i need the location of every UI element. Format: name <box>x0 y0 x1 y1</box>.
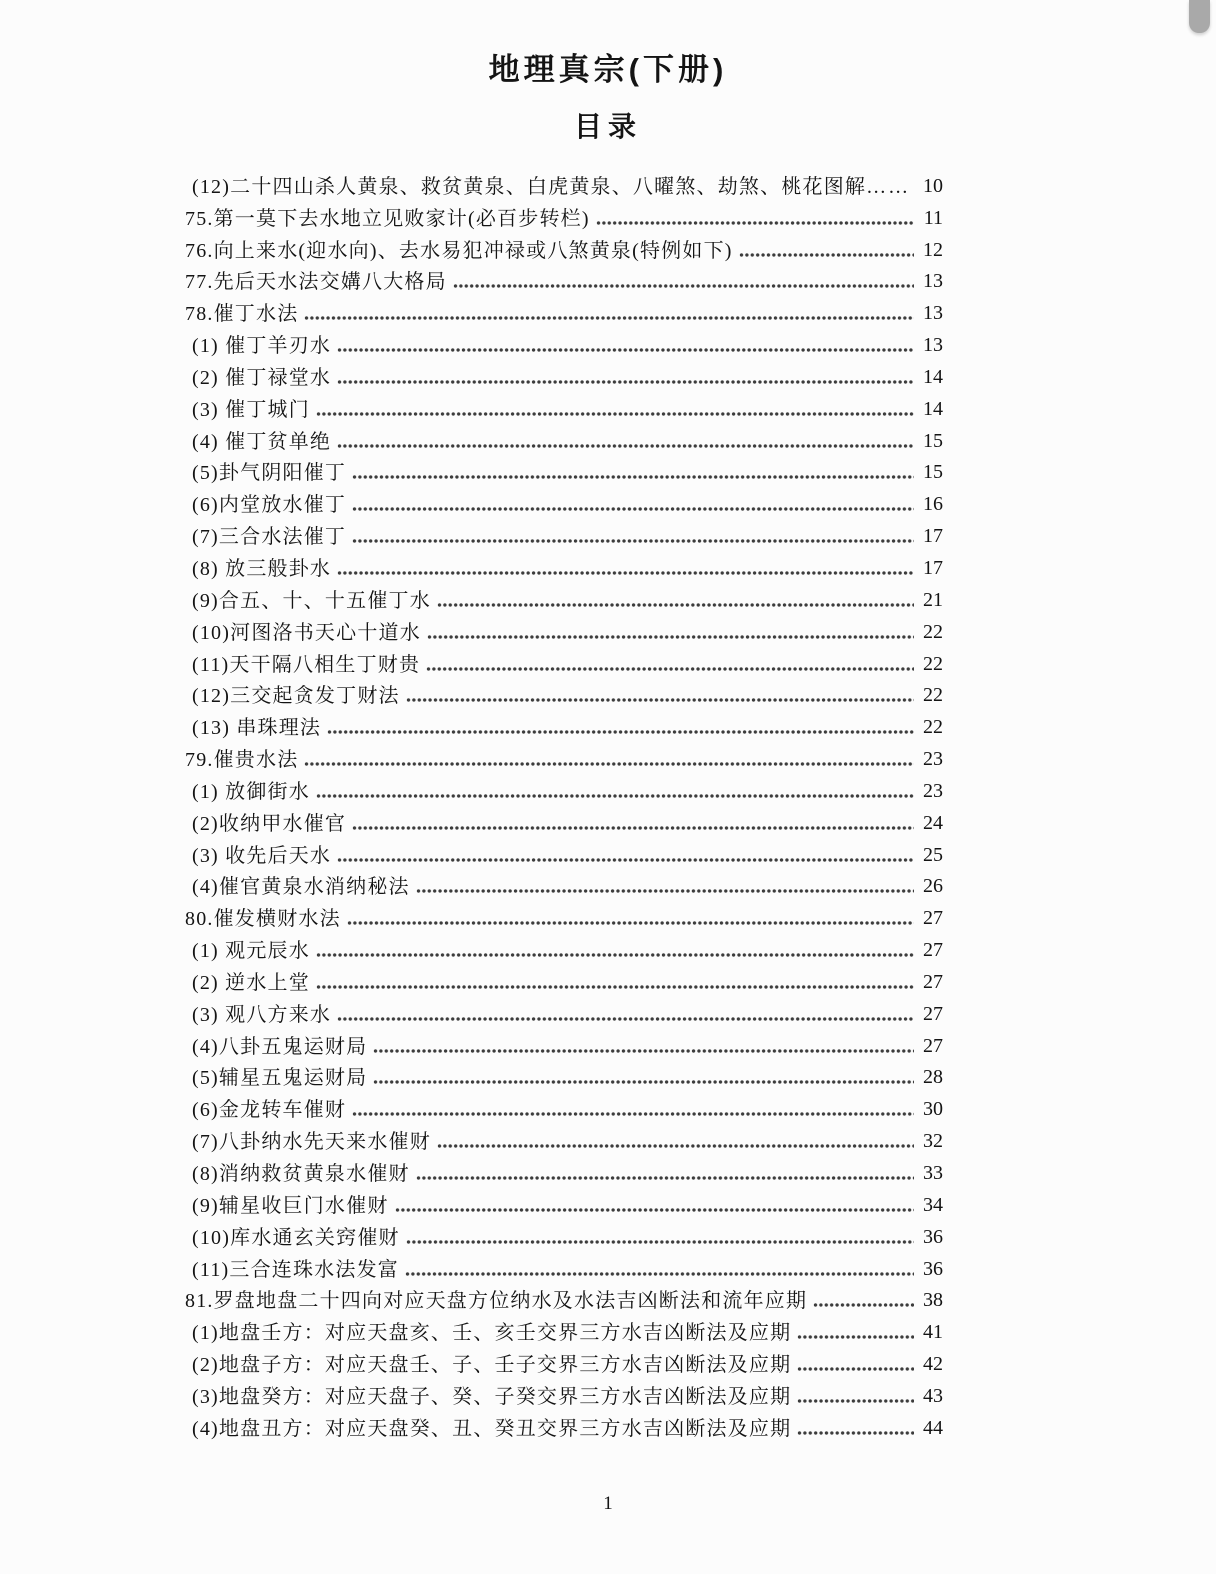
toc-entry[interactable] <box>185 1377 943 1409</box>
toc-entry-page: 27 <box>923 1002 943 1025</box>
toc-entry[interactable] <box>185 1282 943 1314</box>
toc-entry-label: (1) 催丁羊刃水 <box>192 335 332 358</box>
toc-entry-page: 21 <box>923 588 943 611</box>
toc-entry-page: 36 <box>923 1257 943 1280</box>
toc-entry-label: (11)天干隔八相生丁财贵 <box>192 653 421 676</box>
toc-leader-dots <box>797 1396 914 1406</box>
toc-entry-page: 27 <box>923 1034 943 1057</box>
toc-entry-label: (2) 逆水上堂 <box>192 971 310 994</box>
scrollbar-thumb[interactable] <box>1189 0 1210 33</box>
toc-leader-dots <box>316 791 914 801</box>
toc-entry-page: 22 <box>923 716 943 739</box>
toc-leader-dots <box>352 823 914 833</box>
toc-leader-dots: …… <box>866 175 911 198</box>
toc-entry-label: (6)金龙转车催财 <box>192 1099 347 1122</box>
toc-leader-dots <box>347 918 914 928</box>
toc-entry-label: (7)三合水法催丁 <box>192 526 347 549</box>
toc-entry[interactable] <box>185 263 943 295</box>
toc-entry[interactable] <box>185 1409 943 1441</box>
toc-entry-page: 10 <box>923 174 943 197</box>
toc-entry-label: 76.向上来水(迎水向)、去水易犯冲禄或八煞黄泉(特例如下) <box>185 239 733 262</box>
toc-entry-label: (10)河图洛书天心十道水 <box>192 621 421 644</box>
toc-entry-label: (9)合五、十、十五催丁水 <box>192 589 431 612</box>
toc-entry-label: (13) 串珠理法 <box>192 717 322 740</box>
toc-entry-page: 27 <box>923 939 943 962</box>
toc-entry[interactable] <box>185 708 943 740</box>
toc-entry-page: 44 <box>923 1416 943 1439</box>
toc-leader-dots <box>316 950 914 960</box>
toc-entry[interactable] <box>185 931 943 963</box>
toc-entry-label: (4)催官黄泉水消纳秘法 <box>192 876 410 899</box>
toc-entry-page: 36 <box>923 1225 943 1248</box>
toc-leader-dots <box>337 855 914 865</box>
toc-entry-page: 41 <box>923 1321 943 1344</box>
toc-entry[interactable] <box>185 1090 943 1122</box>
toc-entry-label: (1)地盘壬方：对应天盘亥、壬、亥壬交界三方水吉凶断法及应期 <box>192 1322 792 1345</box>
toc-leader-dots <box>416 1173 914 1183</box>
toc-entry-label: (10)库水通玄关窍催财 <box>192 1226 400 1249</box>
toc-entry-label: (2) 催丁禄堂水 <box>192 366 332 389</box>
toc-entry-page: 22 <box>923 620 943 643</box>
toc-entry-page: 13 <box>923 270 943 293</box>
toc-entry-label: (6)内堂放水催丁 <box>192 494 347 517</box>
toc-entry-page: 15 <box>923 429 943 452</box>
toc-leader-dots <box>337 345 914 355</box>
toc-entry-page: 22 <box>923 684 943 707</box>
toc-entry-label: 77.先后天水法交媾八大格局 <box>185 271 447 294</box>
toc-entry-label: (1) 观元辰水 <box>192 940 310 963</box>
toc-entry-label: (8)消纳救贫黄泉水催财 <box>192 1163 410 1185</box>
toc-entry[interactable] <box>185 1313 943 1345</box>
toc-entry-label: (5)卦气阴阳催丁 <box>192 462 347 485</box>
page-number: 1 <box>603 1492 613 1514</box>
toc-entry-label: (9)辅星收巨门水催财 <box>192 1194 389 1217</box>
toc-entry-page: 38 <box>923 1289 943 1312</box>
toc-entry-label: (5)辅星五鬼运财局 <box>192 1067 368 1090</box>
toc-entry-label: (2)地盘子方：对应天盘壬、子、壬子交界三方水吉凶断法及应期 <box>192 1354 792 1377</box>
toc-entry[interactable] <box>185 199 943 231</box>
toc-entry-label: (3)地盘癸方：对应天盘子、癸、子癸交界三方水吉凶断法及应期 <box>192 1385 792 1408</box>
toc-leader-dots <box>427 632 914 642</box>
toc-leader-dots <box>405 1269 914 1279</box>
toc-entry[interactable] <box>185 772 943 804</box>
toc-entry-label: (11)三合连珠水法发富 <box>192 1258 399 1281</box>
toc-entry-label: (2)收纳甲水催官 <box>192 812 347 835</box>
toc-entry[interactable] <box>185 804 943 836</box>
toc-entry-page: 16 <box>923 493 943 516</box>
toc-leader-dots <box>406 695 914 705</box>
toc-entry-label: (3) 观八方来水 <box>192 1003 332 1026</box>
toc-entry[interactable] <box>185 677 943 709</box>
toc-entry-label: 81.罗盘地盘二十四向对应天盘方位纳水及水法吉凶断法和流年应期 <box>185 1290 808 1313</box>
toc-leader-dots <box>327 727 914 737</box>
toc-entry[interactable] <box>185 1218 943 1250</box>
toc-entry-page: 27 <box>923 970 943 993</box>
toc-entry-page: 43 <box>923 1384 943 1407</box>
toc-entry-page: 42 <box>923 1353 943 1376</box>
book-title: 地理真宗(下册) <box>488 52 728 87</box>
toc-leader-dots <box>352 504 914 514</box>
toc-leader-dots <box>373 1046 914 1056</box>
toc-entry-page: 34 <box>923 1193 943 1216</box>
toc-entry-page: 13 <box>923 302 943 325</box>
toc-entry[interactable] <box>185 740 943 772</box>
toc-entry-page: 11 <box>923 206 943 229</box>
toc-entry[interactable] <box>185 645 943 677</box>
toc-entry[interactable] <box>185 1122 943 1154</box>
toc-entry[interactable] <box>185 422 943 454</box>
toc-leader-dots <box>352 1109 914 1119</box>
toc-entry[interactable] <box>185 485 943 517</box>
toc-entry-page: 22 <box>923 652 943 675</box>
toc-entry[interactable] <box>185 167 943 199</box>
toc-entry[interactable] <box>185 454 943 486</box>
toc-entry[interactable] <box>185 326 943 358</box>
toc-entry[interactable] <box>185 517 943 549</box>
toc-leader-dots <box>395 1205 914 1215</box>
toc-entry[interactable] <box>185 1059 943 1091</box>
toc-entry-page: 23 <box>923 779 943 802</box>
toc-entry[interactable] <box>185 549 943 581</box>
toc-entry-page: 28 <box>923 1066 943 1089</box>
toc-leader-dots <box>797 1428 914 1438</box>
toc-entry-label: 75.第一莫下去水地立见败家计(必百步转栏) <box>185 207 590 230</box>
toc-entry-page: 27 <box>923 907 943 930</box>
toc-entry-label: (4)八卦五鬼运财局 <box>192 1035 368 1058</box>
toc-entry-label: (4) 催丁贫单绝 <box>192 430 332 453</box>
toc-entry-page: 17 <box>923 556 943 579</box>
toc-leader-dots <box>406 1237 914 1247</box>
toc-entry[interactable] <box>185 1154 943 1186</box>
toc-leader-dots <box>797 1332 914 1342</box>
toc-leader-dots <box>337 1014 914 1024</box>
toc-leader-dots <box>373 1077 914 1087</box>
toc-entry-page: 26 <box>923 875 943 898</box>
toc-leader-dots <box>352 472 914 482</box>
toc-entry-label: (3) 收先后天水 <box>192 844 332 867</box>
toc-entry[interactable] <box>185 868 943 900</box>
toc-entry-page: 33 <box>923 1162 943 1184</box>
toc-entry-page: 23 <box>923 748 943 771</box>
toc-entry[interactable] <box>185 294 943 326</box>
toc-entry[interactable] <box>185 899 943 931</box>
toc-entry[interactable] <box>185 963 943 995</box>
toc-entry-page: 30 <box>923 1098 943 1121</box>
toc-entry-label: (3) 催丁城门 <box>192 398 310 421</box>
toc-entry-label: 79.催贵水法 <box>185 749 299 772</box>
toc-entry-label: (12)二十四山杀人黄泉、救贫黄泉、白虎黄泉、八曜煞、劫煞、桃花图解 <box>192 175 867 198</box>
toc-leader-dots <box>316 409 914 419</box>
toc-leader-dots <box>453 281 914 291</box>
toc-entry-label: (1) 放御街水 <box>192 780 310 803</box>
toc-leader-dots <box>813 1300 914 1310</box>
toc-entry-page: 17 <box>923 525 943 548</box>
toc-entry-label: (7)八卦纳水先天来水催财 <box>192 1131 431 1154</box>
toc-leader-dots <box>739 250 914 260</box>
toc-leader-dots <box>352 536 914 546</box>
toc-leader-dots <box>337 377 914 387</box>
toc-entry-label: (8) 放三般卦水 <box>192 557 332 580</box>
toc-entry-page: 15 <box>923 461 943 484</box>
toc-leader-dots <box>316 982 914 992</box>
toc-leader-dots <box>596 218 914 228</box>
toc-entry-label: (12)三交起贪发丁财法 <box>192 685 400 708</box>
toc-entry-label: 80.催发横财水法 <box>185 908 341 931</box>
toc-entry[interactable] <box>185 581 943 613</box>
toc-leader-dots <box>304 759 914 769</box>
toc-entry[interactable] <box>185 231 943 263</box>
toc-leader-dots <box>437 1141 914 1151</box>
toc-entry-label: (4)地盘丑方：对应天盘癸、丑、癸丑交界三方水吉凶断法及应期 <box>192 1417 792 1440</box>
toc-entry[interactable] <box>185 995 943 1027</box>
toc-leader-dots <box>304 313 914 323</box>
toc-entry-page: 14 <box>923 397 943 420</box>
toc-leader-dots <box>426 664 914 674</box>
toc-entry[interactable] <box>185 1027 943 1059</box>
toc-entry-page: 12 <box>923 238 943 261</box>
toc-entry[interactable] <box>185 836 943 868</box>
toc-leader-dots <box>437 600 914 610</box>
toc-leader-dots <box>337 568 914 578</box>
toc-entry[interactable] <box>185 1345 943 1377</box>
toc-entry-page: 32 <box>923 1130 943 1153</box>
toc-leader-dots <box>416 886 914 896</box>
toc-leader-dots <box>797 1364 914 1374</box>
toc-entry-page: 14 <box>923 365 943 388</box>
toc-entry-label: 78.催丁水法 <box>185 303 299 326</box>
toc-leader-dots <box>337 441 914 451</box>
toc-entry[interactable] <box>185 613 943 645</box>
toc-entry-page: 13 <box>923 334 943 357</box>
toc-heading: 目录 <box>573 111 642 142</box>
toc-entry[interactable] <box>185 358 943 390</box>
toc-entry[interactable] <box>185 390 943 422</box>
toc-entry[interactable] <box>185 1186 943 1218</box>
toc-entry-page: 25 <box>923 843 943 866</box>
toc-list <box>185 167 943 1441</box>
toc-entry[interactable] <box>185 1250 943 1282</box>
toc-entry-page: 24 <box>923 811 943 834</box>
